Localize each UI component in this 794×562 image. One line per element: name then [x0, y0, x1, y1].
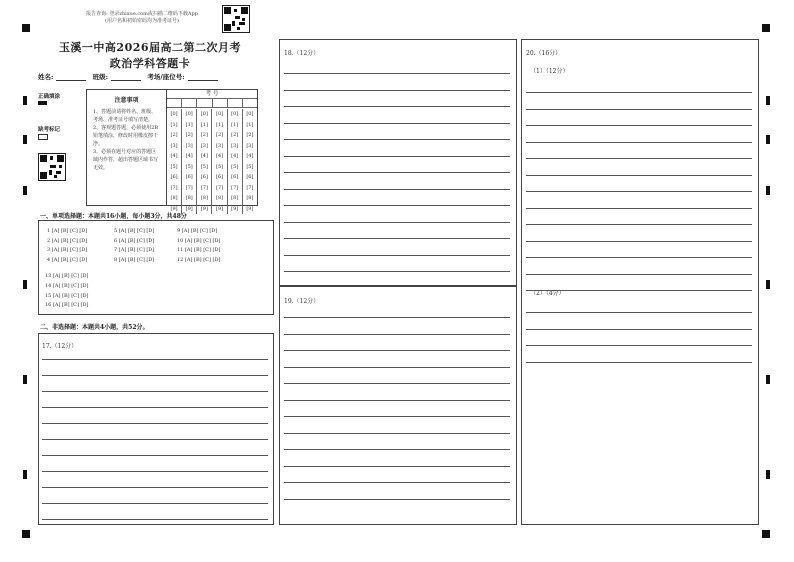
mc-row[interactable]: 9 [A] [B] [C] [D]	[177, 228, 218, 234]
exam-number-bubble[interactable]: [7]	[212, 183, 227, 194]
exam-number-bubble[interactable]: [4]	[197, 151, 212, 162]
timing-mark-right	[766, 186, 770, 195]
seat-label: 考场/座位号:	[147, 73, 185, 81]
exam-number-bubble[interactable]: [6]	[212, 172, 227, 183]
timing-mark-right	[766, 96, 770, 105]
answer-line	[284, 400, 510, 401]
answer-line	[526, 257, 752, 258]
exam-number-bubble[interactable]: [6]	[197, 172, 212, 183]
exam-number-bubble[interactable]: [0]	[170, 111, 178, 118]
exam-number-bubble[interactable]: [9]	[170, 205, 178, 212]
exam-number-bubble[interactable]: [4]	[182, 151, 197, 162]
answer-line	[284, 433, 510, 434]
mc-row[interactable]: 13 [A] [B] [C] [D]	[45, 273, 89, 279]
exam-number-bubble[interactable]: [9]	[197, 204, 212, 215]
seat-blank[interactable]	[188, 74, 218, 81]
qr-code-top	[222, 5, 250, 33]
absent-mark-checkbox[interactable]	[38, 134, 48, 140]
mc-row[interactable]: 7 [A] [B] [C] [D]	[114, 247, 155, 253]
exam-number-digit-row	[167, 141, 257, 152]
answer-line	[42, 407, 268, 408]
answer-line	[284, 271, 510, 272]
answer-line	[42, 455, 268, 456]
q20-label: 20.（16分）	[526, 50, 562, 57]
mc-column-4[interactable]	[45, 272, 88, 311]
answer-line	[284, 482, 510, 483]
corner-mark-bottom-left	[22, 530, 30, 538]
report-note-line1: 报告查询: 登录zhixue.com或扫描二维码下载App	[86, 11, 198, 17]
timing-mark-left	[23, 186, 27, 195]
answer-line	[526, 329, 752, 330]
exam-number-write-row[interactable]	[167, 99, 257, 108]
answer-line	[42, 359, 268, 360]
answer-line	[526, 175, 752, 176]
answer-line	[284, 383, 510, 384]
exam-number-bubble[interactable]: [2]	[227, 130, 242, 141]
exam-number-digit-row	[167, 162, 257, 173]
timing-mark-left	[23, 470, 27, 479]
answer-line	[42, 519, 268, 520]
exam-number-digit-row	[167, 183, 257, 194]
answer-line	[526, 125, 752, 126]
answer-line	[526, 312, 752, 313]
answer-line	[526, 224, 752, 225]
exam-number-bubble[interactable]: [1]	[197, 120, 212, 131]
timing-mark-left	[23, 280, 27, 289]
answer-line	[526, 274, 752, 275]
answer-line	[42, 391, 268, 392]
exam-number-bubble[interactable]: [7]	[242, 183, 257, 194]
notice-item: 1、答题前请将姓名、班级、考场、准考证号填写清楚。	[93, 109, 157, 123]
exam-number-bubble[interactable]: [6]	[170, 174, 178, 181]
mc-row[interactable]: 11 [A] [B] [C] [D]	[177, 247, 221, 253]
answer-line	[284, 139, 510, 140]
answer-line	[284, 466, 510, 467]
timing-mark-left	[23, 375, 27, 384]
notice-title: 注意事项	[114, 97, 139, 104]
exam-number-digit-row	[167, 109, 257, 120]
answer-line	[284, 205, 510, 206]
exam-number-bubble[interactable]: [8]	[170, 195, 178, 202]
exam-number-bubble[interactable]: [3]	[227, 141, 242, 152]
answer-line	[526, 241, 752, 242]
mc-row[interactable]: 3 [A] [B] [C] [D]	[47, 247, 88, 253]
answer-line	[526, 208, 752, 209]
exam-number-bubble[interactable]: [6]	[242, 172, 257, 183]
exam-number-digit-row	[167, 151, 257, 162]
exam-number-bubble[interactable]: [8]	[242, 193, 257, 204]
exam-number-digit-row	[167, 130, 257, 141]
exam-number-bubble[interactable]: [0]	[242, 109, 257, 120]
exam-number-bubble[interactable]: [7]	[182, 183, 197, 194]
exam-number-bubble[interactable]: [2]	[170, 132, 178, 139]
exam-number-bubble[interactable]: [9]	[242, 204, 257, 215]
exam-number-bubble[interactable]: [4]	[212, 151, 227, 162]
timing-mark-left	[23, 135, 27, 144]
exam-number-bubble[interactable]: [3]	[212, 141, 227, 152]
mc-row[interactable]: 12 [A] [B] [C] [D]	[177, 256, 221, 263]
answer-line	[526, 109, 752, 110]
answer-line	[526, 191, 752, 192]
answer-line	[284, 334, 510, 335]
q20-part2-label: （2）（4分）	[530, 290, 565, 297]
exam-number-bubble[interactable]: [9]	[227, 204, 242, 215]
exam-number-bubble[interactable]: [0]	[212, 109, 227, 120]
q18-label: 18.（12分）	[284, 50, 320, 57]
exam-number-bubble[interactable]: [1]	[212, 120, 227, 131]
exam-number-bubble[interactable]: [1]	[170, 121, 178, 128]
answer-line	[42, 471, 268, 472]
answer-line	[284, 106, 510, 107]
class-blank[interactable]	[111, 74, 141, 81]
exam-number-bubble[interactable]: [1]	[242, 120, 257, 131]
mc-row[interactable]: 10 [A] [B] [C] [D]	[177, 237, 221, 244]
answer-line	[284, 416, 510, 417]
notice-item: 2、客观题答题，必须使用2B铅笔填涂，修改时用橡皮擦干净。	[93, 125, 159, 147]
exam-number-bubble[interactable]: [0]	[227, 109, 242, 120]
answer-line	[526, 345, 752, 346]
exam-number-bubble[interactable]: [5]	[227, 162, 242, 173]
name-label: 姓名:	[38, 73, 54, 81]
answer-line	[284, 449, 510, 450]
mc-column-2[interactable]	[114, 227, 154, 265]
exam-number-digit-row	[167, 193, 257, 204]
answer-line	[284, 189, 510, 190]
answer-line	[284, 90, 510, 91]
page-title	[30, 39, 270, 71]
name-blank[interactable]	[56, 74, 86, 81]
answer-line	[526, 142, 752, 143]
mc-row[interactable]: 15 [A] [B] [C] [D]	[45, 292, 89, 299]
exam-number-bubble[interactable]: [4]	[242, 151, 257, 162]
answer-line	[284, 350, 510, 351]
title-line1: 玉溪一中高2026届高二第二次月考	[58, 41, 242, 54]
exam-number-bubble[interactable]: [7]	[197, 183, 212, 194]
exam-number-bubble[interactable]: [6]	[227, 172, 242, 183]
mc-row[interactable]: 6 [A] [B] [C] [D]	[114, 237, 155, 244]
section1-title: 一、单项选择题：本题共16小题，每小题3分，共48分	[40, 213, 187, 220]
corner-mark-bottom-right	[762, 530, 770, 538]
class-label: 班级:	[92, 73, 109, 81]
notice-box	[86, 89, 167, 206]
timing-mark-right	[766, 280, 770, 289]
answer-line	[284, 367, 510, 368]
exam-number-bubble[interactable]: [2]	[182, 130, 197, 141]
exam-number-grid	[167, 109, 257, 214]
mc-row[interactable]: 1 [A] [B] [C] [D]	[47, 228, 88, 234]
answer-line	[284, 238, 510, 239]
mc-row[interactable]: 2 [A] [B] [C] [D]	[47, 237, 88, 244]
exam-number-bubble[interactable]: [8]	[182, 193, 197, 204]
timing-mark-right	[766, 135, 770, 144]
exam-number-bubble[interactable]: [8]	[197, 193, 212, 204]
answer-line	[284, 172, 510, 173]
q20-part1-label: （1）（12分）	[530, 68, 569, 75]
q17-answer-box[interactable]	[38, 333, 274, 525]
timing-mark-right	[766, 375, 770, 384]
notice-item: 3、必须在题号对应的答题区域内作答，超出答题区域书写无效。	[93, 149, 159, 171]
exam-number-bubble[interactable]: [4]	[170, 153, 178, 160]
correct-fill-label: 正确填涂	[38, 94, 61, 100]
exam-number-bubble[interactable]: [3]	[242, 141, 257, 152]
exam-number-bubble[interactable]: [5]	[197, 162, 212, 173]
report-note-line2: (用户名和初始密码均为准考证号)	[105, 18, 179, 24]
exam-number-digit-row	[167, 172, 257, 183]
answer-line	[526, 92, 752, 93]
answer-line	[42, 439, 268, 440]
exam-number-box	[166, 89, 258, 212]
answer-line	[284, 156, 510, 157]
answer-line	[284, 499, 510, 500]
answer-line	[284, 317, 510, 318]
exam-number-digit-row	[167, 120, 257, 131]
exam-number-bubble[interactable]: [5]	[182, 162, 197, 173]
answer-line	[284, 123, 510, 124]
mc-column-1[interactable]	[47, 227, 87, 265]
exam-number-bubble[interactable]: [3]	[197, 141, 212, 152]
correct-fill-sample	[38, 101, 47, 105]
timing-mark-left	[23, 96, 27, 105]
answer-line	[42, 487, 268, 488]
answer-line	[42, 503, 268, 504]
exam-number-bubble[interactable]: [9]	[182, 204, 197, 215]
mc-row[interactable]: 16 [A] [B] [C] [D]	[45, 302, 89, 309]
exam-number-bubble[interactable]: [1]	[182, 120, 197, 131]
exam-number-bubble[interactable]: [8]	[212, 193, 227, 204]
mc-row[interactable]: 14 [A] [B] [C] [D]	[45, 282, 89, 289]
exam-number-bubble[interactable]: [5]	[212, 162, 227, 173]
report-query-note	[72, 11, 212, 25]
exam-number-bubble[interactable]: [9]	[212, 204, 227, 215]
q19-answer-box[interactable]	[279, 285, 517, 525]
answer-line	[284, 222, 510, 223]
exam-number-bubble[interactable]: [3]	[170, 142, 178, 149]
exam-number-bubble[interactable]: [0]	[197, 109, 212, 120]
answer-line	[526, 362, 752, 363]
q19-label: 19.（12分）	[284, 298, 320, 305]
mc-row[interactable]: 5 [A] [B] [C] [D]	[114, 228, 155, 234]
exam-number-bubble[interactable]: [5]	[170, 163, 178, 170]
answer-line	[526, 158, 752, 159]
answer-line	[42, 375, 268, 376]
title-line2: 政治学科答题卡	[109, 57, 191, 70]
mc-column-3[interactable]	[177, 227, 220, 265]
timing-mark-right	[766, 470, 770, 479]
answer-line	[284, 73, 510, 74]
absent-mark-label: 缺考标记	[38, 127, 61, 133]
answer-line	[284, 255, 510, 256]
q17-label: 17.（12分）	[42, 343, 78, 350]
exam-number-bubble[interactable]: [4]	[227, 151, 242, 162]
q20-answer-box[interactable]	[521, 39, 759, 525]
exam-number-title: 考 号	[167, 90, 257, 99]
corner-mark-top-right	[762, 24, 770, 32]
mc-row[interactable]: 8 [A] [B] [C] [D]	[114, 256, 155, 263]
answer-line	[526, 290, 752, 291]
q18-answer-box[interactable]	[279, 39, 517, 287]
answer-line	[42, 423, 268, 424]
mc-row[interactable]: 4 [A] [B] [C] [D]	[47, 256, 88, 263]
exam-number-bubble[interactable]: [2]	[212, 130, 227, 141]
exam-number-bubble[interactable]: [2]	[242, 130, 257, 141]
exam-number-bubble[interactable]: [6]	[182, 172, 197, 183]
exam-number-bubble[interactable]: [3]	[182, 141, 197, 152]
exam-number-bubble[interactable]: [7]	[227, 183, 242, 194]
exam-number-bubble[interactable]: [8]	[227, 193, 242, 204]
section2-title: 二、非选择题：本题共4小题，共52分。	[40, 324, 149, 331]
exam-number-bubble[interactable]: [1]	[227, 120, 242, 131]
qr-code-left	[38, 153, 66, 181]
exam-number-bubble[interactable]: [0]	[182, 109, 197, 120]
exam-number-bubble[interactable]: [7]	[170, 184, 178, 191]
exam-number-bubble[interactable]: [5]	[242, 162, 257, 173]
student-info-fields	[38, 72, 222, 81]
corner-mark-top-left	[22, 24, 30, 32]
mc-answer-box	[38, 220, 274, 315]
exam-number-bubble[interactable]: [2]	[197, 130, 212, 141]
